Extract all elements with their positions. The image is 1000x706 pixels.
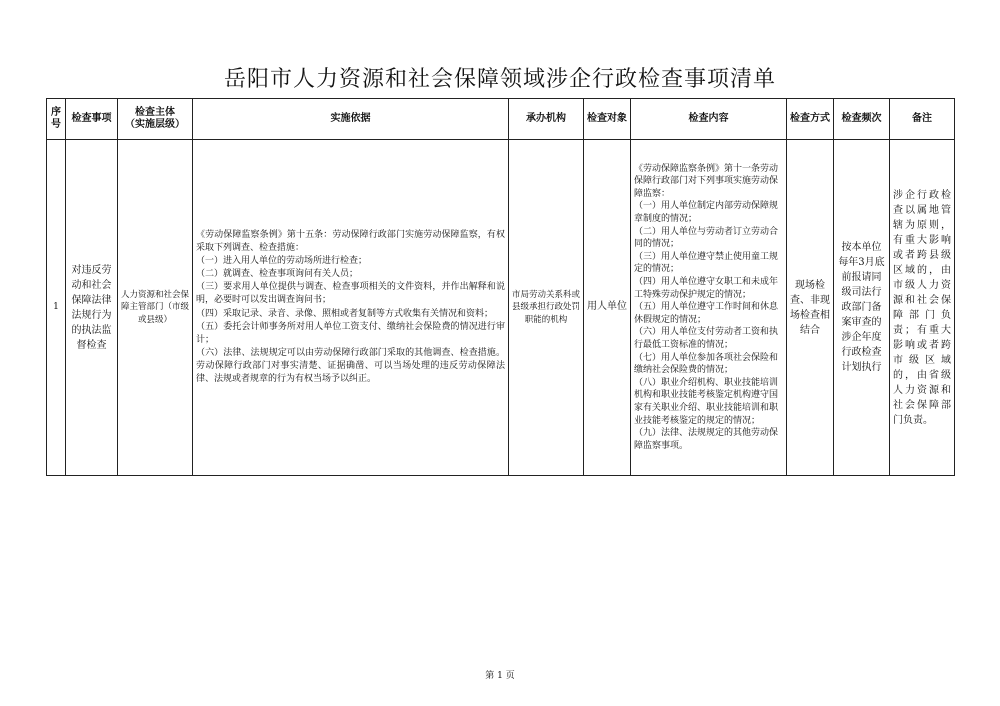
content-line: （一）用人单位制定内部劳动保障规章制度的情况；	[634, 201, 779, 225]
inspection-table	[46, 98, 955, 476]
header-target: 检查对象	[584, 99, 631, 140]
page-number: 第 1 页	[485, 671, 515, 681]
content-line: （六）用人单位支付劳动者工资和执行最低工资标准的情况；	[634, 327, 779, 350]
content-line: （七）用人单位参加各项社会保险和缴纳社会保险费的情况；	[634, 352, 779, 376]
page-title: 岳阳市人力资源和社会保障领域涉企行政检查事项清单	[223, 67, 776, 92]
cell-subject: 人力资源和社会保障主管部门（市级或县级）	[118, 140, 193, 476]
cell-frequency: 按本单位每年3月底前报请同级司法行政部门备案审查的涉企年度行政检查计划执行	[834, 140, 890, 476]
header-item: 检查事项	[66, 99, 118, 140]
cell-item: 对违反劳动和社会保障法律法规行为的执法监督检查	[66, 140, 118, 476]
header-frequency: 检查频次	[834, 99, 890, 140]
cell-target: 用人单位	[584, 140, 631, 476]
header-content: 检查内容	[631, 99, 787, 140]
table-row	[47, 140, 955, 476]
basis-line: 《劳动保障监察条例》第十五条：劳动保障行政部门实施劳动保障监察，有权采取下列调查、检查措施：	[196, 230, 505, 254]
basis-line: （二）就调查、检查事项询问有关人员；	[196, 269, 359, 280]
basis-line: （五）委托会计师事务所对用人单位工资支付、缴纳社会保险费的情况进行审计；	[196, 321, 505, 345]
content-line: （九）法律、法规规定的其他劳动保障监察事项。	[634, 428, 779, 451]
content-line: （五）用人单位遵守工作时间和休息休假规定的情况；	[634, 302, 779, 325]
cell-method: 现场检查、非现场检查相结合	[787, 140, 834, 476]
cell-org: 市局劳动关系科或县级承担行政处罚职能的机构	[509, 140, 584, 476]
header-notes: 备注	[890, 99, 955, 140]
cell-content	[631, 140, 787, 476]
header-subject: 检查主体 （实施层级）	[118, 99, 193, 140]
basis-line: （四）采取记录、录音、录像、照相或者复制等方式收集有关情况和资料；	[196, 308, 494, 319]
header-row	[47, 99, 955, 140]
content-line: （二）用人单位与劳动者订立劳动合同的情况；	[634, 226, 779, 250]
cell-seq: 1	[47, 140, 66, 476]
basis-line: （一）进入用人单位的劳动场所进行检查；	[196, 256, 368, 267]
content-line: （四）用人单位遵守女职工和未成年工特殊劳动保护规定的情况；	[634, 277, 779, 300]
content-line: （八）职业介绍机构、职业技能培训机构和职业技能考核鉴定机构遵守国家有关职业介绍、职业技能培训和职业技能考核鉴定的规定的情况；	[634, 377, 779, 426]
header-org: 承办机构	[509, 99, 584, 140]
basis-line: （三）要求用人单位提供与调查、检查事项相关的文件资料，并作出解释和说明，必要时可以发出调查询问书；	[196, 282, 505, 306]
header-basis: 实施依据	[193, 99, 509, 140]
cell-notes: 涉企行政检查以属地管辖为原则，有重大影响或者跨县级区域的，由市级人力资源和社会保障部门负责；有重大影响或者跨市级区域的，由省级人力资源和社会保障部门负责。	[890, 140, 955, 476]
content-line: 《劳动保障监察条例》第十一条劳动保障行政部门对下列事项实施劳动保障监察：	[634, 163, 779, 199]
cell-basis	[193, 140, 509, 476]
header-seq: 序号	[47, 99, 66, 140]
header-method: 检查方式	[787, 99, 834, 140]
basis-line: （六）法律、法规规定可以由劳动保障行政部门采取的其他调查、检查措施。劳动保障行政部门对事实清楚、证据确凿、可以当场处理的违反劳动保障法律、法规或者规章的行为有权当场予以纠正。	[196, 347, 505, 384]
content-line: （三）用人单位遵守禁止使用童工规定的情况；	[634, 251, 779, 275]
